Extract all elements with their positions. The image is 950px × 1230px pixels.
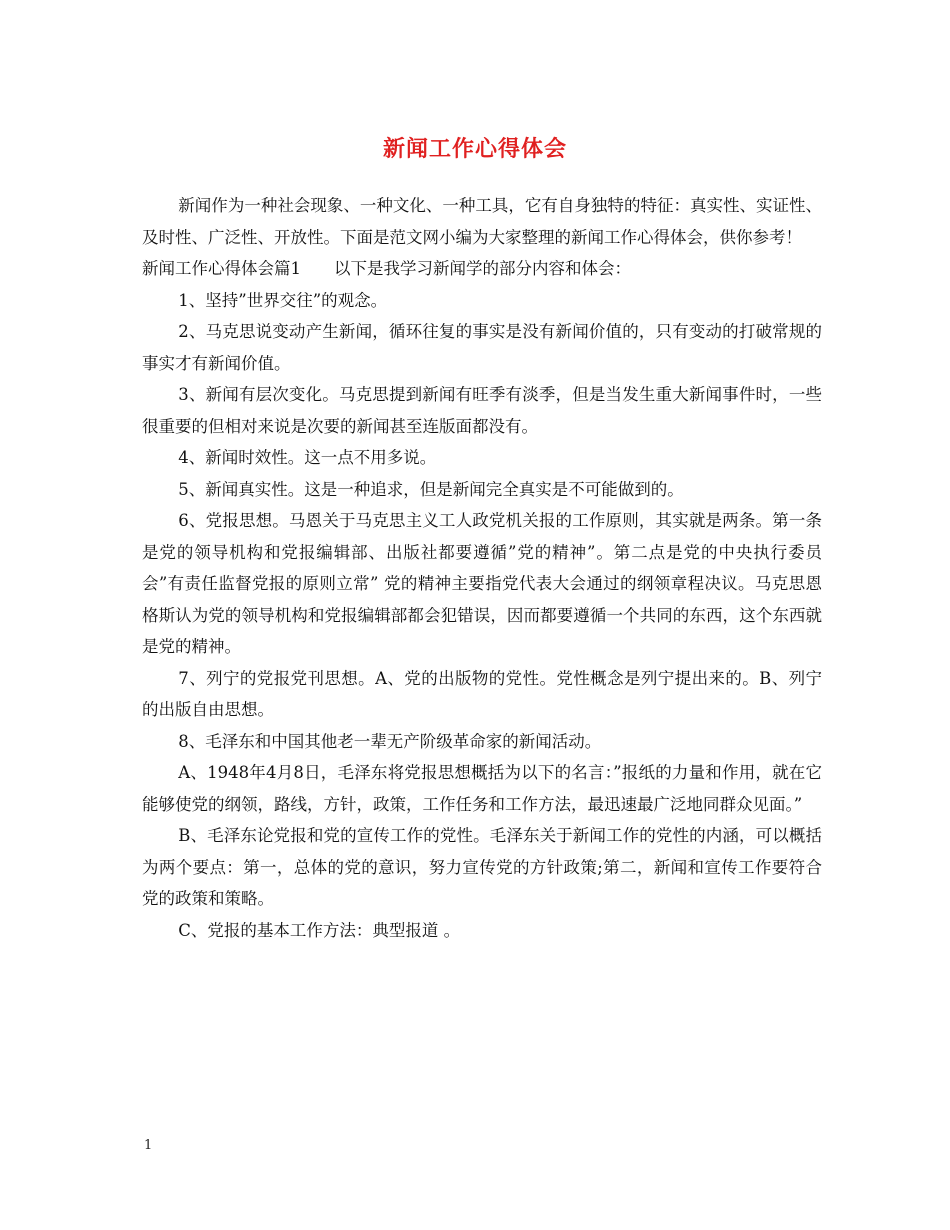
paragraph-item-8a: A、1948年4月8日，毛泽东将党报思想概括为以下的名言：”报纸的力量和作用，就在它能够使党的纲领，路线，方针，政策，工作任务和工作方法，最迅速最广泛地同群众见面。” (142, 763, 822, 814)
paragraph-section-heading: 新闻工作心得体会篇1 以下是我学习新闻学的部分内容和体会： (142, 259, 631, 278)
paragraph-item-3: 3、新闻有层次变化。马克思提到新闻有旺季有淡季，但是当发生重大新闻事件时，一些很重要的但相对来说是次要的新闻甚至连版面都没有。 (142, 385, 822, 436)
paragraph-item-8c: C、党报的基本工作方法：典型报道 。 (178, 920, 461, 940)
paragraph-item-5: 5、新闻真实性。这是一种追求，但是新闻完全真实是不可能做到的。 (178, 479, 684, 499)
page-number: 1 (144, 1138, 153, 1153)
document-body (142, 178, 822, 946)
paragraph-item-7: 7、列宁的党报党刊思想。A、党的出版物的党性。党性概念是列宁提出来的。B、列宁的出版自由思想。 (142, 668, 822, 719)
paragraph-item-1: 1、坚持”世界交往”的观念。 (178, 290, 388, 310)
paragraph-item-6: 6、党报思想。马恩关于马克思主义工人政党机关报的工作原则，其实就是两条。第一条是党的领导机构和党报编辑部、出版社都要遵循”党的精神”。第二点是党的中央执行委员会”有责任监督党报的原则立常” 党的精神主要指党代表大会通过的纲领章程决议。马克思恩格斯认为党的领导机构和党报编辑部都会犯错误，因而都要遵循一个共同的东西，这个东西就是党的精神。 (142, 511, 822, 656)
paragraph-item-2: 2、马克思说变动产生新闻，循环往复的事实是没有新闻价值的，只有变动的打破常规的事实才有新闻价值。 (142, 322, 822, 373)
paragraph-item-8: 8、毛泽东和中国其他老一辈无产阶级革命家的新闻活动。 (178, 731, 602, 751)
paragraph-item-8b: B、毛泽东论党报和党的宣传工作的党性。毛泽东关于新闻工作的党性的内涵，可以概括为两个要点：第一，总体的党的意识，努力宣传党的方针政策;第二，新闻和宣传工作要符合党的政策和策略。 (142, 826, 822, 908)
paragraph-intro: 新闻作为一种社会现象、一种文化、一种工具，它有自身独特的特征：真实性、实证性、及时性、广泛性、开放性。下面是范文网小编为大家整理的新闻工作心得体会，供你参考！ (142, 196, 822, 247)
paragraph-item-4: 4、新闻时效性。这一点不用多说。 (178, 448, 437, 467)
page-title: 新闻工作心得体会 (382, 136, 567, 162)
